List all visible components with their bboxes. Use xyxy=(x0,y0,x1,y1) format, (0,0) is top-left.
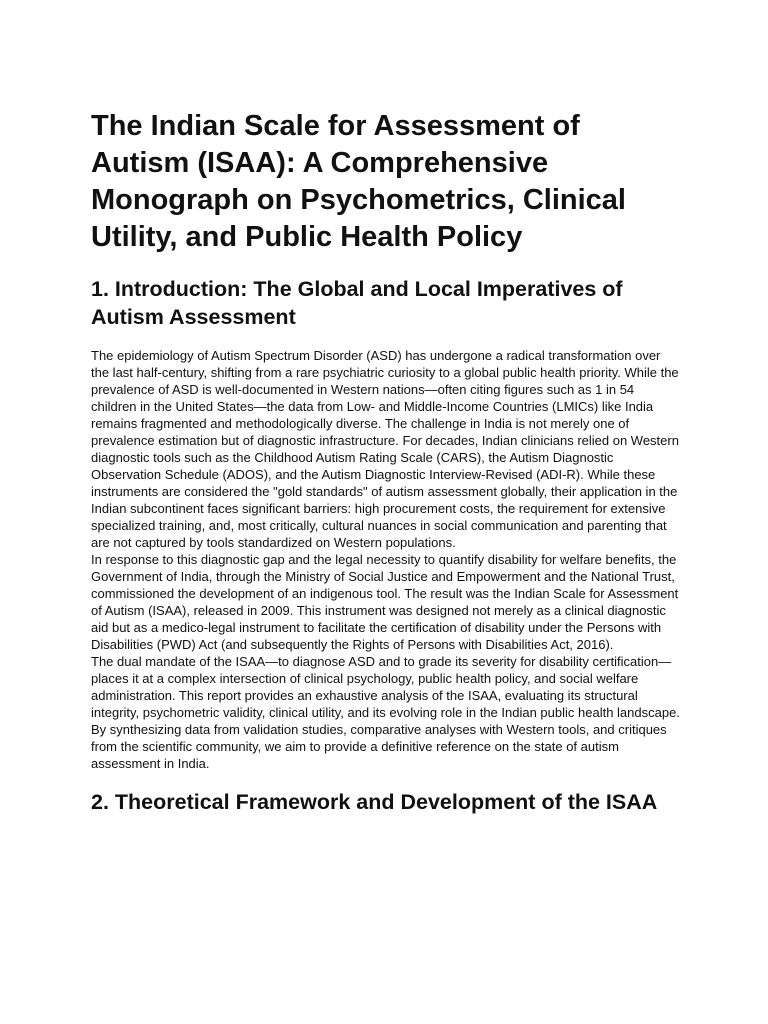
document-page xyxy=(91,108,681,816)
paragraph: The dual mandate of the ISAA—to diagnose ASD and to grade its severity for disability certification—places it at a complex intersection of clinical psychology, public health policy, and social welfare administration. This report provides an exhaustive analysis of the ISAA, evaluating its structural integrity, psychometric validity, clinical utility, and its evolving role in the Indian public health landscape. By synthesizing data from validation studies, comparative analyses with Western tools, and critiques from the scientific community, we aim to provide a definitive reference on the state of autism assessment in India. xyxy=(91,654,680,771)
document-title: The Indian Scale for Assessment of Autism (ISAA): A Comprehensive Monograph on Psychometrics, Clinical Utility, and Public Health Policy xyxy=(91,110,626,253)
paragraph: In response to this diagnostic gap and the legal necessity to quantify disability for welfare benefits, the Government of India, through the Ministry of Social Justice and Empowerment and the National Trust, commissioned the development of an indigenous tool. The result was the Indian Scale for Assessment of Autism (ISAA), released in 2009. This instrument was designed not merely as a clinical diagnostic aid but as a medico-legal instrument to facilitate the certification of disability under the Persons with Disabilities (PWD) Act (and subsequently the Rights of Persons with Disabilities Act, 2016). xyxy=(91,552,679,652)
paragraph: The epidemiology of Autism Spectrum Disorder (ASD) has undergone a radical transformation over the last half-century, shifting from a rare psychiatric curiosity to a global public health priority. While the prevalence of ASD is well-documented in Western nations—often citing figures such as 1 in 54 children in the United States—the data from Low- and Middle-Income Countries (LMICs) like India remains fragmented and methodologically diverse. The challenge in India is not merely one of prevalence estimation but of diagnostic infrastructure. For decades, Indian clinicians relied on Western diagnostic tools such as the Childhood Autism Rating Scale (CARS), the Autism Diagnostic Observation Schedule (ADOS), and the Autism Diagnostic Interview-Revised (ADI-R). While these instruments are considered the "gold standards" of autism assessment globally, their application in the Indian subcontinent faces significant barriers: high procurement costs, the requirement for extensive specialized training, and, most critically, cultural nuances in social communication and parenting that are not captured by tools standardized on Western populations. xyxy=(91,348,679,550)
section-heading-theoretical-framework: 2. Theoretical Framework and Development of the ISAA xyxy=(91,790,658,814)
section-heading-introduction: 1. Introduction: The Global and Local Imperatives of Autism Assessment xyxy=(91,277,623,329)
section-body-introduction xyxy=(91,347,681,772)
